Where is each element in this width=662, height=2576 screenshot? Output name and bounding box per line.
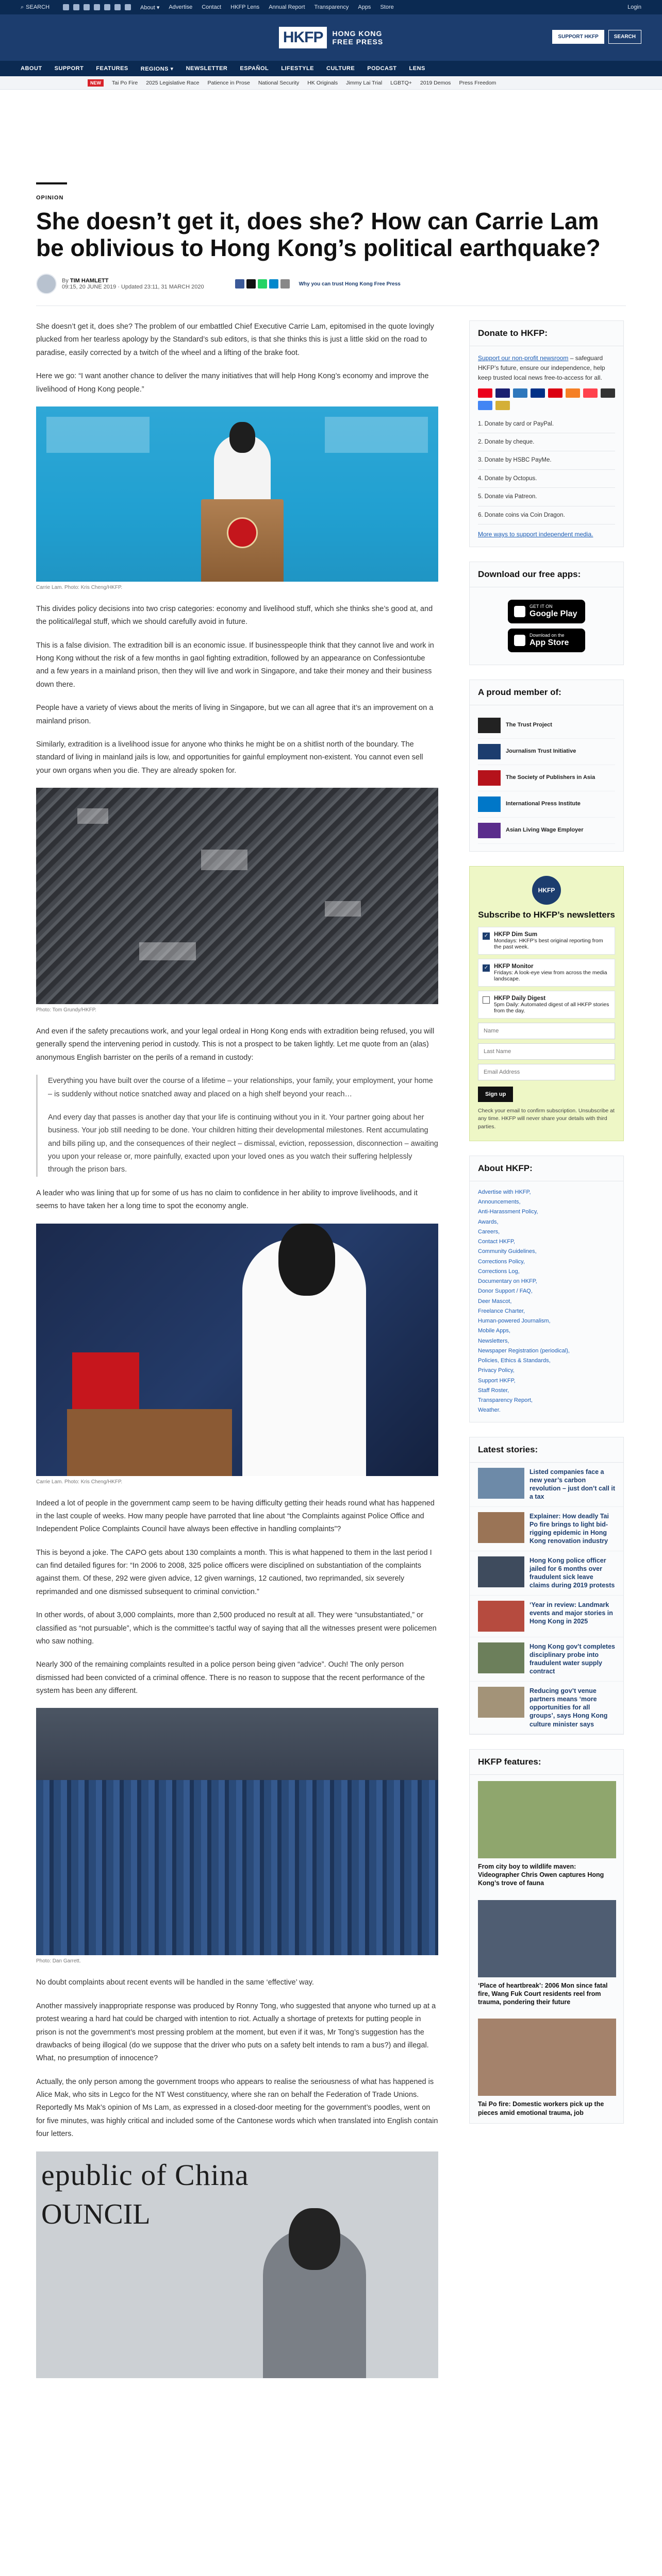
story-thumbnail [478,1601,524,1632]
share-telegram-icon[interactable] [269,279,278,289]
donate-title: Donate to HKFP: [470,321,623,346]
nav-newsletter[interactable]: NEWSLETTER [186,65,228,72]
newsletter-title: Subscribe to HKFP’s newsletters [478,910,615,920]
figure-2 [36,788,438,1013]
paragraph: People have a variety of views about the merits of living in Singapore, but we can all agree that it’s an improvement on a mainland prison. [36,704,434,725]
jti-logo [478,744,501,759]
patreon-icon [583,388,598,398]
trending-bar [0,76,662,90]
article-title: She doesn’t get it, does she? How can Carrie Lam be oblivious to Hong Kong’s political earthquake? [36,208,601,261]
about-link[interactable]: Community Guidelines, [478,1248,537,1255]
article-body [36,320,438,2391]
search-link[interactable] [21,4,49,11]
about-link[interactable]: Announcements, [478,1199,521,1206]
paragraph: This is beyond a joke. The CAPO gets about 130 complaints a month. This is what happened to them in the last period I can find detailed figures for: “In 2006 to 2008, 325 police officers were disciplined on substantiation of the complaints against them. Of these, 292 were given advice, 12 given warnings, 12 cautioned, two reprimanded, six severely reprimanded and one dismissed subsequent to criminal conviction.” [36,1548,432,1596]
util-link-lens[interactable]: HKFP Lens [230,4,260,10]
members-title: A proud member of: [470,680,623,705]
figure-4 [36,1708,438,1964]
trending-link[interactable]: Jimmy Lai Trial [346,79,383,86]
trust-link[interactable]: Why you can trust Hong Kong Free Press [299,281,401,287]
rss-icon[interactable] [125,4,131,10]
story-thumbnail [478,1687,524,1718]
logo-mark: HKFP [279,27,327,48]
masthead [0,14,662,61]
member-item[interactable]: The Trust Project [478,713,615,739]
paragraph: Nearly 300 of the remaining complaints resulted in a police person being given “advice”. Ouch! The only person dismissed had been convicted of a criminal offence. There is no reason to suppose that the recent performance of the system has been any different. [36,1660,425,1696]
search-label: SEARCH [26,4,50,10]
quote-paragraph: Everything you have built over the course of a lifetime – your relationships, your family, your employment, your home – is suddenly without notice snatched away and placed on a high shelf beyond your reach… [48,1077,433,1098]
story-thumbnail [478,1556,524,1587]
util-link-store[interactable]: Store [380,4,394,10]
byline-text [62,278,204,290]
article-category[interactable]: OPINION [36,195,64,201]
sidebar [469,320,624,2391]
amex-icon [513,388,527,398]
nav-podcast[interactable]: PODCAST [367,65,397,72]
coin-icon [495,401,510,410]
octopus-icon [566,388,580,398]
paragraph: Similarly, extradition is a livelihood issue for anyone who thinks he might be on a shitlist north of the boundary. The standard of living in mainland jails is low, and opportunities for gainful employment non-existent. You cannot even sell your own organs when you die. They are already spoken for. [36,740,423,775]
feature-item[interactable]: Tai Po fire: Domestic workers pick up the pieces amid emotional trauma, job [470,2012,623,2123]
paragraph: This divides policy decisions into two crisp categories: economy and livelihood stuff, which she thinks she’s good at, and the political/legal stuff, which we should carefully avoid in future. [36,604,433,626]
header-rule [36,182,67,184]
about-card [469,1156,624,1422]
member-item[interactable]: Asian Living Wage Employer [478,818,615,844]
story-thumbnail [478,1468,524,1499]
signup-button[interactable]: Sign up [478,1087,513,1102]
nav-culture[interactable]: CULTURE [326,65,355,72]
story-item[interactable]: Listed companies face a new year’s carbon revolution – just don’t call it a tax [470,1463,623,1507]
support-hkfp-button[interactable]: SUPPORT HKFP [552,30,604,44]
email-input[interactable] [478,1064,615,1080]
member-item[interactable]: The Society of Publishers in Asia [478,765,615,791]
trust-project-logo [478,718,501,733]
share-buttons [235,279,290,289]
mastercard-icon [478,388,492,398]
apps-title: Download our free apps: [470,562,623,587]
checkbox-checked[interactable]: ✓ [483,933,490,940]
about-link[interactable]: Corrections Policy, [478,1258,525,1265]
sopa-logo [478,770,501,786]
photo-carrie-lam-podium [36,406,438,582]
share-whatsapp-icon[interactable] [258,279,267,289]
story-item[interactable]: ‘Year in review: Landmark events and major stories in Hong Kong in 2025 [470,1596,623,1637]
feature-item[interactable]: From city boy to wildlife maven: Videographer Chris Owen captures Hong Kong’s trove of fauna [470,1775,623,1894]
facebook-icon[interactable] [63,4,69,10]
youtube-icon[interactable] [94,4,100,10]
nav-about[interactable]: ABOUT [21,65,42,72]
trending-link[interactable]: Patience in Prose [207,79,250,86]
paragraph: Indeed a lot of people in the government camp seem to be having difficulty getting their heads round what has happened in the last couple of weeks. How many people have parroted that line about “the Complaints against Police Office and Independent Police Complaints Council have always been effective in handling complaints”? [36,1499,435,1534]
util-link-apps[interactable]: Apps [358,4,371,10]
story-item[interactable]: Hong Kong gov’t completes disciplinary probe into fraudulent water supply contract [470,1637,623,1682]
feature-thumbnail [478,1900,616,1977]
nav-features[interactable]: FEATURES [96,65,128,72]
visa-icon [495,388,510,398]
photo-sign-text: OUNCIL [41,2198,151,2230]
author-name[interactable]: TIM HAMLETT [70,278,109,284]
app-store-button[interactable]: Download on the App Store [508,629,585,652]
newsletter-note: Check your email to confirm subscription. Unsubscribe at any time. HKFP will never share your details with third parties. [478,1107,615,1130]
figure-caption: Carrie Lam. Photo: Kris Cheng/HKFP. [36,584,123,590]
about-link[interactable]: Deer Mascot, [478,1298,512,1304]
donate-card [469,320,624,547]
paragraph: No doubt complaints about recent events will be handled in the same ‘effective’ way. [36,1978,314,1987]
newsletter-option-dim-sum[interactable]: ✓ HKFP Dim Sum Mondays: HKFP’s best original reporting from the past week. [478,927,615,955]
about-link[interactable]: Human-powered Journalism, [478,1318,551,1325]
feature-thumbnail [478,2019,616,2096]
paragraph: Another massively inappropriate response was produced by Ronny Tong, who suggested that anyone who turned up at a protest wearing a hard hat could be charged with intention to riot. Actually a shortage of pretexts for putting people in prison is not the government’s most pressing problem at the moment, but even if it was, Mr Tong’s suggestion has the drawbacks of being illogical (do we suppose that the driver who puts on a safety belt intends to ram a bus?) and illegal. What, no presumption of innocence? [36,2002,436,2063]
about-link[interactable]: Newspaper Registration (periodical), [478,1347,570,1354]
paragraph: A leader who was lining that up for some of us has no claim to confidence in her ability to improve livelihoods, and it seems to have taken her a long time to spot the economy angle. [36,1189,418,1211]
share-email-icon[interactable] [280,279,290,289]
donate-option[interactable]: 6. Donate coins via Coin Dragon. [478,506,615,524]
about-links [470,1181,623,1422]
content-columns [0,320,662,2391]
site-logo[interactable] [279,27,383,48]
about-link[interactable]: Corrections Log, [478,1268,520,1275]
about-link[interactable]: Documentary on HKFP, [478,1278,537,1285]
share-facebook-icon[interactable] [235,279,244,289]
donate-option[interactable]: 1. Donate by card or PayPal. [478,415,615,433]
blockquote [36,1075,438,1177]
trending-link[interactable]: Press Freedom [459,79,496,86]
photo-protest-crowd [36,788,438,1004]
search-icon: ⌕ [21,4,24,10]
newsletter-signup [469,866,624,1141]
nav-lens[interactable]: LENS [409,65,425,72]
paragraph: Here we go: “I want another chance to deliver the many initiatives that will help Hong Kong’s economy and improve the livelihood of Hong Kong people.” [36,372,429,394]
story-item[interactable]: Hong Kong police officer jailed for 6 months over fraudulent sick leave claims during 2019 protests [470,1551,623,1596]
figure-3 [36,1224,438,1485]
about-link[interactable]: Contact HKFP, [478,1239,515,1245]
util-link-login[interactable]: Login [627,4,641,10]
latest-stories [469,1437,624,1735]
trending-link[interactable]: National Security [258,79,300,86]
payme-icon [548,388,562,398]
about-link[interactable]: Newsletters, [478,1337,509,1344]
paragraph: She doesn’t get it, does she? The problem of our embattled Chief Executive Carrie Lam, epitomised in the quote lovingly plucked from her tearless apology by the Standard’s sub editors, is that she thinks this is just a little skid on the road to paradise, easily corrected by a twitch of the wheel and a lifting of the brake foot. [36,323,434,357]
donate-option[interactable]: 5. Donate via Patreon. [478,488,615,506]
share-x-icon[interactable] [246,279,256,289]
article-header [0,182,662,306]
about-link[interactable]: Privacy Policy, [478,1367,515,1374]
feature-thumbnail [478,1781,616,1858]
figure-caption: Photo: Dan Garrett. [36,1958,81,1964]
nav-regions[interactable]: REGIONS ▾ [140,65,174,72]
by-label: By [62,278,69,284]
donate-option[interactable]: 3. Donate by HSBC PayMe. [478,451,615,469]
photo-sign-text: epublic of China [41,2158,249,2192]
story-item[interactable]: Explainer: How deadly Tai Po fire brings to light bid-rigging epidemic in Hong Kong renovation industry [470,1507,623,1551]
newsletter-option-daily-digest[interactable]: HKFP Daily Digest 5pm Daily: Automated digest of all HKFP stories from the day. [478,991,615,1019]
util-link-advertise[interactable]: Advertise [169,4,193,10]
about-title: About HKFP: [470,1156,623,1181]
paragraph: And even if the safety precautions work, and your legal ordeal in Hong Kong ends with extradition being refused, you will generally spend the intervening period in custody. This is not a prospect to be taken lightly. Let me quote from an (alas) anonymous English barrister on the perils of a remand in custody: [36,1027,435,1062]
google-play-icon [514,606,525,617]
paragraph: This is a false division. The extradition bill is an economic issue. If businesspeople think that they cannot live and work in Hong Kong without the risk of a few months in gaol fighting extradition, followed by an appearance on Confessiontube and a few years in a mainland prison, then they will live and work in Singapore, and take their money and their business down there. [36,641,434,689]
ipi-logo [478,796,501,812]
nav-espanol[interactable]: ESPAÑOL [240,65,269,72]
google-play-button[interactable]: GET IT ON Google Play [508,600,585,623]
about-link[interactable]: Policies, Ethics & Standards, [478,1358,551,1364]
util-link-transparency[interactable]: Transparency [314,4,349,10]
donate-intro-link[interactable]: Support our non-profit newsroom [478,354,569,362]
newsletter-option-monitor[interactable]: ✓ HKFP Monitor Fridays: A look-eye view from across the media landscape. [478,959,615,987]
figure-5 [36,2151,438,2378]
about-link[interactable]: Awards, [478,1218,499,1225]
living-wage-logo [478,823,501,838]
twitter-icon[interactable] [73,4,79,10]
trending-link[interactable]: Tai Po Fire [112,79,138,86]
newsletter-logo: HKFP [532,876,561,905]
donate-option[interactable]: 2. Donate by cheque. [478,433,615,451]
member-item[interactable]: International Press Institute [478,791,615,818]
masthead-search-button[interactable]: SEARCH [608,30,641,44]
paragraph: In other words, of about 3,000 complaints, more than 2,500 produced no result at all. They were “unsubstantiated,” or classified as “not pursuable”, which is the committee’s tactful way of saying that all the witnesses present were policemen who saw nothing. [36,1611,437,1646]
photo-legco-council [36,2151,438,2378]
donate-options [478,415,615,524]
features-title: HKFP features: [470,1750,623,1775]
util-link-contact[interactable]: Contact [202,4,222,10]
member-item[interactable]: Journalism Trust Initiative [478,739,615,765]
social-links [63,4,131,10]
apps-card [469,562,624,665]
about-link[interactable]: Staff Roster, [478,1387,509,1394]
nav-lifestyle[interactable]: LIFESTYLE [281,65,314,72]
trending-link[interactable]: 2019 Demos [420,79,451,86]
googlepay-icon [478,401,492,410]
article-dates: 09:15, 20 JUNE 2019 · Updated 23:11, 31 MARCH 2020 [62,284,204,291]
last-name-input[interactable] [478,1043,615,1060]
apple-icon [514,635,525,646]
story-thumbnail [478,1512,524,1543]
masthead-actions [552,30,641,44]
paragraph: Actually, the only person among the government troops who appears to realise the seriousness of what has happened is Alice Mak, who sits in Legco for the NT West constituency, where she ran on behalf the Federation of Trade Unions. Reportedly Ms Mak’s opinion of Ms Lam, as expressed in a closed-door meeting for the government’s poodles, went on for five minutes, was highly critical and included some of the Cantonese words which when translated into English contain four letters. [36,2077,438,2139]
nav-support[interactable]: SUPPORT [54,65,84,72]
about-link[interactable]: Careers, [478,1228,500,1235]
about-link[interactable]: Weather. [478,1407,501,1414]
byline [36,274,626,294]
donate-option[interactable]: 4. Donate by Octopus. [478,470,615,488]
about-link[interactable]: Support HKFP, [478,1377,516,1384]
about-link[interactable]: Transparency Report, [478,1397,533,1404]
hkfp-features [469,1749,624,2124]
payment-icons [478,388,615,410]
donate-intro-text: – safeguard HKFP’s future, ensure our independence, help keep trusted local news free-to-access for all. [478,354,605,382]
story-item[interactable]: Reducing gov’t venue partners means ‘more opportunities for all groups’, says Hong Kong culture minister says [470,1682,623,1734]
about-link[interactable]: Anti-Harassment Policy, [478,1209,538,1215]
photo-riot-police [36,1708,438,1955]
more-ways-link[interactable]: More ways to support independent media. [478,530,593,538]
linkedin-icon[interactable] [104,4,110,10]
author-avatar [36,274,57,294]
paypal-icon [531,388,545,398]
applepay-icon [601,388,615,398]
members-card [469,680,624,852]
photo-carrie-lam-speaking [36,1224,438,1476]
about-link[interactable]: Freelance Charter, [478,1308,525,1314]
feature-item[interactable]: ‘Place of heartbreak’: 2006 Mon since fatal fire, Wang Fuk Court residents reel from trauma, pondering their future [470,1894,623,2013]
figure-caption: Carrie Lam. Photo: Kris Cheng/HKFP. [36,1479,123,1485]
new-badge: NEW [88,79,104,87]
utility-bar [0,0,662,14]
about-link[interactable]: Donor Support / FAQ, [478,1288,533,1295]
telegram-icon[interactable] [114,4,121,10]
trending-link[interactable]: LGBTQ+ [390,79,412,86]
figure-1 [36,406,438,590]
checkbox-checked[interactable]: ✓ [483,964,490,972]
story-thumbnail [478,1642,524,1673]
quote-paragraph: And every day that passes is another day that your life is continuing without you in it. Your partner going about her business. Your job still needing to be done. Your children hitting their developmental milestones. Rent accumulating and bills piling up, and the consequences of their neglect – dismissal, eviction, repossession, disconnection – awaiting you upon your release or, more painfully, exacted upon your loved ones as you watch their suffering helplessly through the prison bars. [48,1113,438,1174]
main-nav [0,61,662,76]
figure-caption: Photo: Tom Grundy/HKFP. [36,1007,96,1013]
first-name-input[interactable] [478,1023,615,1039]
about-link[interactable]: Mobile Apps, [478,1328,510,1334]
util-link-about[interactable]: About ▾ [140,4,160,11]
checkbox-unchecked[interactable] [483,996,490,1004]
about-link[interactable]: Advertise with HKFP, [478,1189,531,1195]
logo-text: HONG KONG FREE PRESS [332,29,384,46]
util-link-annual-report[interactable]: Annual Report [269,4,305,10]
instagram-icon[interactable] [84,4,90,10]
latest-title: Latest stories: [470,1437,623,1463]
trending-link[interactable]: 2025 Legislative Race [146,79,200,86]
trending-link[interactable]: HK Originals [307,79,338,86]
